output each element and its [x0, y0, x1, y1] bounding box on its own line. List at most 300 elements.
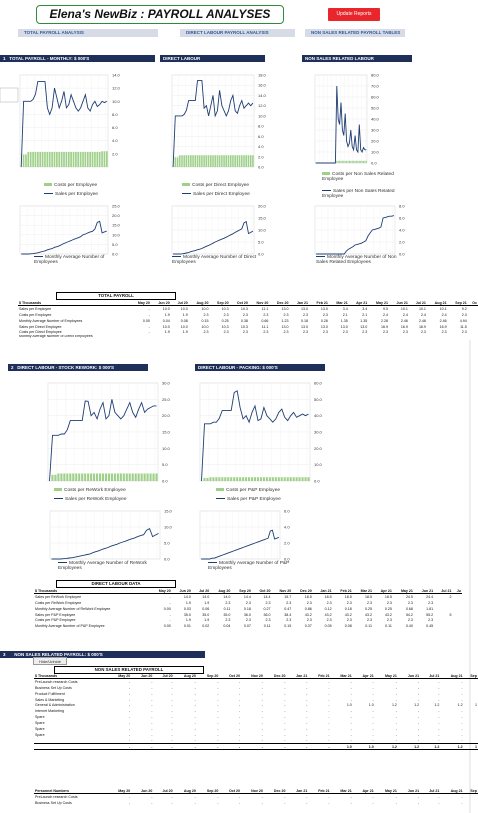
table-cell: 0.04: [162, 318, 170, 323]
table-cell: Spare: [35, 721, 45, 726]
table-cell: -: [372, 732, 374, 737]
bar: [77, 152, 79, 167]
table-cell: 1.0: [368, 703, 374, 708]
table-cell: -: [350, 738, 352, 743]
table-cell: 18.5: [324, 595, 332, 600]
table-cell: 18.5: [364, 595, 372, 600]
bar: [56, 152, 58, 167]
table-cell: -: [284, 800, 286, 805]
table-cell: -: [306, 709, 308, 714]
table-cell: -: [171, 709, 173, 714]
table-cell: 2.3: [461, 312, 467, 317]
series-line: [52, 529, 159, 559]
table-cell: 2.3: [461, 330, 467, 335]
bar: [254, 477, 256, 481]
table-cell: -: [395, 680, 397, 685]
bar: [123, 473, 125, 481]
table-cell: -: [238, 721, 241, 726]
bar: [70, 152, 72, 167]
bar: [106, 151, 108, 167]
series-line: [201, 530, 279, 559]
legend-swatch-line: [216, 498, 225, 499]
table-header-cell: May 20: [108, 788, 131, 794]
table-header-cell: Jun 20: [131, 673, 153, 679]
tick-label: 5.0: [112, 241, 118, 247]
bar: [190, 155, 192, 167]
table-cell: 1.2: [391, 703, 397, 708]
legend-swatch-bar: [44, 183, 52, 186]
tick-label: 20.0: [314, 445, 322, 451]
bar: [290, 477, 292, 481]
table-cell: 2.3: [407, 618, 413, 623]
bar: [54, 152, 56, 167]
table-cell: -: [372, 795, 374, 800]
total-payroll-title: TOTAL PAYROLL: [56, 292, 176, 300]
table-header-cell: Apr 21: [353, 673, 375, 679]
table-cell: 2.3: [286, 600, 292, 605]
bar: [287, 477, 289, 481]
table-cell: -: [328, 800, 330, 805]
table-cell: 1.23: [281, 318, 289, 323]
bar: [138, 473, 140, 481]
bar: [224, 477, 226, 481]
table-cell: 2.3: [386, 600, 392, 605]
nav-total-payroll[interactable]: TOTAL PAYROLL ANALYSIS: [18, 29, 158, 37]
table-cell: 35.0: [183, 612, 191, 617]
legend-avg-emp: [34, 255, 129, 265]
table-cell: 0.19: [284, 624, 292, 629]
bar: [339, 161, 340, 163]
table-cell: 2.3: [383, 330, 389, 335]
table-cell: 1.2: [414, 703, 420, 708]
bar: [343, 161, 344, 163]
table-cell: 1.9: [182, 330, 188, 335]
table-cell: -: [169, 600, 171, 605]
table-cell: Spare: [35, 715, 45, 720]
table-cell: -: [129, 715, 131, 720]
table-cell: 2.3: [223, 312, 229, 317]
table-cell: 24.4: [426, 595, 434, 600]
table-cell: -: [261, 715, 263, 720]
table-cell: 2.3: [420, 330, 426, 335]
table-cell: -: [261, 726, 263, 731]
table-cell: 0.11: [223, 606, 231, 611]
table-cell: 13.0: [340, 324, 348, 329]
table-cell: [453, 623, 463, 629]
table-cell: 24.5: [405, 595, 413, 600]
bar: [96, 473, 98, 481]
table-cell: -: [129, 680, 131, 685]
legend-sales-rework: [54, 497, 127, 502]
bar: [203, 478, 205, 481]
table-cell: 10.0: [180, 307, 188, 312]
bar: [252, 155, 254, 167]
table-cell: Product Fulfillment: [35, 691, 65, 696]
legend-avg-ns: [316, 255, 408, 265]
table-cell: -: [151, 721, 153, 726]
table-cell: 2.3: [402, 330, 408, 335]
table-cell: -: [306, 691, 308, 696]
table-cell: 10.3: [221, 324, 229, 329]
table-cell: -: [438, 709, 440, 714]
table-cell: -: [417, 715, 420, 720]
table-cell: 10.0: [180, 324, 188, 329]
bar: [93, 473, 95, 481]
table-cell: 2.3: [326, 618, 332, 623]
table-cell: -: [151, 691, 153, 696]
tick-label: 8.0: [258, 123, 264, 129]
tick-label: 8.0: [112, 111, 118, 117]
table-cell: -: [461, 795, 463, 800]
tick-label: 6.0: [112, 125, 118, 131]
table-cell: -: [461, 726, 463, 731]
bar: [296, 477, 298, 481]
table-cell: -: [438, 685, 440, 690]
table-cell: 2.3: [242, 312, 248, 317]
table-cell: -: [129, 800, 131, 805]
bar: [305, 477, 307, 481]
table-cell: 0.11: [385, 624, 392, 629]
table-cell: 0.08: [344, 624, 352, 629]
table-cell: 2.3: [428, 600, 434, 605]
table-cell: 0.04: [223, 624, 231, 629]
legend-swatch-line: [208, 562, 217, 563]
bar: [212, 155, 214, 167]
table-cell: 2.3: [441, 330, 447, 335]
table-cell: -: [461, 680, 463, 685]
bar: [87, 473, 89, 481]
table-header-cell: Dec 20: [269, 300, 289, 306]
table-cell: -: [461, 685, 463, 690]
table-cell: 2.3: [366, 600, 372, 605]
hide-unhide-button[interactable]: Hide/Unhide: [33, 657, 67, 665]
series-line: [173, 81, 253, 167]
table-cell: -: [438, 726, 440, 731]
tick-label: 0.0: [399, 251, 405, 257]
table-row: [34, 800, 478, 806]
table-cell: 1.81: [426, 606, 434, 611]
nav-non-sales[interactable]: NON SALES RELATED PAYROLL TABLES: [305, 29, 405, 37]
table-cell: -: [171, 738, 173, 743]
tick-label: 5.0: [162, 462, 168, 468]
legend-label: Sales per P&P Employee: [227, 497, 281, 502]
legend-swatch-bar: [182, 183, 190, 186]
table-cell: -: [438, 732, 440, 737]
table-cell: 5: [449, 612, 452, 617]
bar: [206, 478, 208, 481]
table-cell: -: [217, 709, 219, 714]
legend-costs-direct: [182, 183, 249, 188]
table-cell: -: [372, 800, 374, 805]
bar: [363, 161, 364, 163]
frozen-pane-marker: [0, 88, 18, 102]
table-header-cell: Oc: [468, 300, 478, 306]
table-cell: -: [261, 697, 263, 702]
table-cell: -: [372, 685, 374, 690]
legend-label: Monthly Average Number of Employees: [34, 255, 105, 265]
table-cell: -: [328, 795, 330, 800]
table-cell: 2.3: [322, 312, 328, 317]
table-cell: -: [151, 715, 153, 720]
table-header-cell: Aug 21: [440, 673, 463, 679]
table-cell: -: [438, 691, 440, 696]
table-cell: 2.3: [303, 312, 309, 317]
table-cell: -: [328, 709, 330, 714]
table-cell: 1.9: [164, 330, 170, 335]
series-line: [202, 391, 309, 481]
table-cell: 1.35: [340, 318, 348, 323]
table-cell: -: [372, 726, 374, 731]
table-cell: 2.3: [225, 600, 231, 605]
table-cell: -: [461, 738, 463, 743]
table-header-cell: Dec 20: [264, 673, 287, 679]
table-cell: 0.18: [243, 606, 251, 611]
table-cell: -: [148, 307, 150, 312]
table-cell: -: [169, 595, 171, 600]
bar: [69, 473, 71, 481]
table-cell: -: [238, 715, 241, 720]
table-cell: -: [328, 691, 330, 696]
bar: [72, 473, 74, 481]
table-cell: 16.9: [381, 324, 389, 329]
table-cell: 16.9: [400, 324, 408, 329]
table-cell: Spare: [35, 732, 45, 737]
legend-sales-pp: [216, 497, 281, 502]
table-cell: -: [217, 732, 219, 737]
update-reports-button[interactable]: Update Reports: [328, 8, 380, 21]
table-cell: Monthly Average Number of ReWork Employee: [35, 606, 111, 611]
table-cell: General & Administration: [35, 703, 75, 708]
table-cell: -: [151, 800, 153, 805]
bar: [226, 155, 228, 167]
table-header-cell: Mar 21: [329, 300, 349, 306]
table-cell: 0.40: [405, 624, 413, 629]
table-cell: -: [306, 732, 308, 737]
table-header-cell: Aug 20: [174, 788, 197, 794]
series-line: [173, 222, 253, 254]
bar: [120, 473, 122, 481]
table-cell: 13.0: [301, 307, 309, 312]
legend-label: Costs per Employee: [54, 183, 98, 188]
legend-label: Sales per Non Sales Related Employee: [322, 189, 395, 199]
table-cell: -: [395, 732, 397, 737]
legend-costs-rework: [54, 488, 126, 493]
table-cell: 10.0: [162, 324, 170, 329]
bar: [266, 477, 268, 481]
bar: [355, 161, 356, 163]
table-cell: -: [129, 703, 131, 708]
table-cell: -: [217, 738, 219, 743]
bar: [197, 155, 199, 167]
table-cell: 0.08: [180, 318, 188, 323]
bar: [92, 152, 94, 167]
table-cell: -: [129, 709, 131, 714]
table-cell: -: [151, 703, 153, 708]
table-cell: 0.68: [405, 606, 413, 611]
tick-label: 2.0: [258, 154, 264, 160]
table-cell: -: [238, 738, 241, 743]
table-cell: 2.3: [346, 600, 352, 605]
tick-label: 50.0: [371, 105, 379, 111]
plot-area: [172, 75, 254, 167]
table-header-cell: Aug 21: [427, 300, 448, 306]
table-cell: 2.3: [245, 618, 251, 623]
table-cell: -: [306, 685, 308, 690]
bar: [183, 155, 185, 167]
table-cell: -: [261, 691, 263, 696]
bar: [214, 155, 216, 167]
bar: [117, 473, 119, 481]
bar: [78, 473, 80, 481]
table-header-cell: Jul 20: [171, 300, 189, 306]
table-header-cell: Jan 21: [289, 300, 309, 306]
table-cell: -: [284, 726, 286, 731]
tick-label: 15.0: [258, 215, 266, 221]
table-cell: 1.2: [375, 744, 398, 750]
table-cell: 13.0: [281, 307, 289, 312]
table-cell: 2.3: [342, 330, 348, 335]
table-cell: 1.9: [185, 600, 191, 605]
bar: [39, 152, 41, 167]
table-cell: 13.0: [320, 324, 328, 329]
tick-label: 0.0: [371, 160, 377, 166]
legend-swatch-bar: [54, 488, 62, 491]
table-header-cell: Nov 20: [241, 788, 264, 794]
table-row-cut: [18, 335, 478, 338]
table-cell: -: [129, 691, 131, 696]
table-cell: 0.00: [142, 318, 150, 323]
table-cell: 16.9: [439, 324, 447, 329]
table-cell: -: [461, 715, 463, 720]
table-cell: 1.9: [185, 618, 191, 623]
table-cell: 2.4: [402, 312, 408, 317]
tick-label: 30.0: [371, 127, 379, 133]
table-header-cell: Jan 21: [313, 588, 333, 594]
bar: [201, 155, 203, 167]
table-header-cell: Sep 20: [231, 588, 251, 594]
table-cell: -: [151, 680, 153, 685]
table-cell: 14.0: [202, 595, 210, 600]
legend-label: Sales per Direct Employee: [193, 192, 250, 197]
bar: [230, 477, 232, 481]
table-header-cell: Oct 20: [219, 788, 241, 794]
bar: [30, 152, 32, 167]
bar: [302, 477, 304, 481]
table-header-cell: Mar 21: [331, 673, 353, 679]
table-header-cell: Mar 21: [331, 788, 353, 794]
table-cell: -: [261, 738, 263, 743]
bar: [82, 152, 84, 167]
table-cell: -: [194, 703, 196, 708]
tick-label: 10.0: [162, 445, 170, 451]
table-cell: 2: [449, 595, 452, 600]
table-cell: -: [217, 680, 219, 685]
legend-swatch-line: [58, 562, 67, 563]
table-cell: -: [328, 685, 330, 690]
nav-direct-labour[interactable]: DIRECT LABOUR PAYROLL ANALYSIS: [180, 29, 295, 37]
table-cell: -: [284, 721, 286, 726]
table-cell: -: [238, 800, 241, 805]
tick-label: 15.0: [162, 429, 170, 435]
tick-label: 10.0: [371, 149, 379, 155]
legend-swatch-line: [322, 190, 331, 191]
table-cell: 2.46: [400, 318, 408, 323]
table-cell: 18.5: [384, 595, 392, 600]
bar: [239, 477, 241, 481]
table-cell: 2.3: [225, 618, 231, 623]
bar: [84, 473, 86, 481]
table-cell: 55.2: [426, 612, 434, 617]
table-header-cell: Jul 20: [153, 788, 173, 794]
table-cell: -: [395, 691, 397, 696]
table-cell: -: [417, 685, 420, 690]
bar: [58, 152, 60, 167]
table-cell: -: [108, 744, 131, 750]
table-cell: 3.4: [342, 307, 348, 312]
bar: [278, 477, 280, 481]
table-cell: 2.3: [203, 312, 209, 317]
bar: [243, 155, 245, 167]
section-number: 2: [11, 365, 14, 370]
table-cell: 11.5: [460, 324, 467, 329]
table-header-cell: Nov 20: [271, 588, 292, 594]
table-cell: -: [148, 324, 150, 329]
table-cell: 2.4: [441, 312, 447, 317]
table-cell: 0.26: [320, 318, 328, 323]
tick-label: 10.0: [164, 524, 172, 530]
table-cell: 43.2: [344, 612, 352, 617]
table-cell: -: [328, 703, 330, 708]
bar: [293, 477, 295, 481]
table-cell: -: [395, 738, 397, 743]
table-cell: 13.0: [281, 324, 289, 329]
table-cell: 0.12: [324, 606, 332, 611]
table-cell: 35.0: [223, 612, 231, 617]
table-cell: -: [238, 680, 241, 685]
table-cell: 0.07: [243, 624, 251, 629]
table-cell: 2.46: [418, 318, 426, 323]
table-cell: 38.4: [284, 612, 292, 617]
table-cell: -: [129, 685, 131, 690]
table-cell: 1: [464, 744, 478, 750]
table-cell: -: [372, 738, 374, 743]
table-cell: 2.3: [303, 330, 309, 335]
table-cell: -: [372, 709, 374, 714]
table-cell: 10.0: [201, 324, 209, 329]
bar: [342, 161, 343, 163]
bar: [353, 161, 354, 163]
bar: [81, 473, 83, 481]
bar: [96, 152, 98, 167]
table-cell: 14.4: [263, 595, 271, 600]
non-sales-table: [34, 673, 478, 750]
tick-label: 0.0: [112, 251, 118, 257]
table-header-cell: Jun 20: [131, 788, 153, 794]
bar: [132, 473, 134, 481]
table-header-cell: $ Thousands: [34, 673, 108, 679]
legend-costs-pp: [216, 488, 280, 493]
bar: [269, 477, 271, 481]
tick-label: 4.0: [399, 227, 405, 233]
table-cell: Costs per P&P Employee: [35, 618, 76, 623]
non-sales-title: NON SALES RELATED PAYROLL: [54, 666, 204, 674]
table-cell: -: [171, 703, 173, 708]
table-cell: -: [286, 744, 308, 750]
table-cell: 2.1: [362, 312, 368, 317]
table-cell: 0.02: [202, 624, 210, 629]
table-cell: -: [151, 709, 153, 714]
table-cell: -: [241, 744, 264, 750]
